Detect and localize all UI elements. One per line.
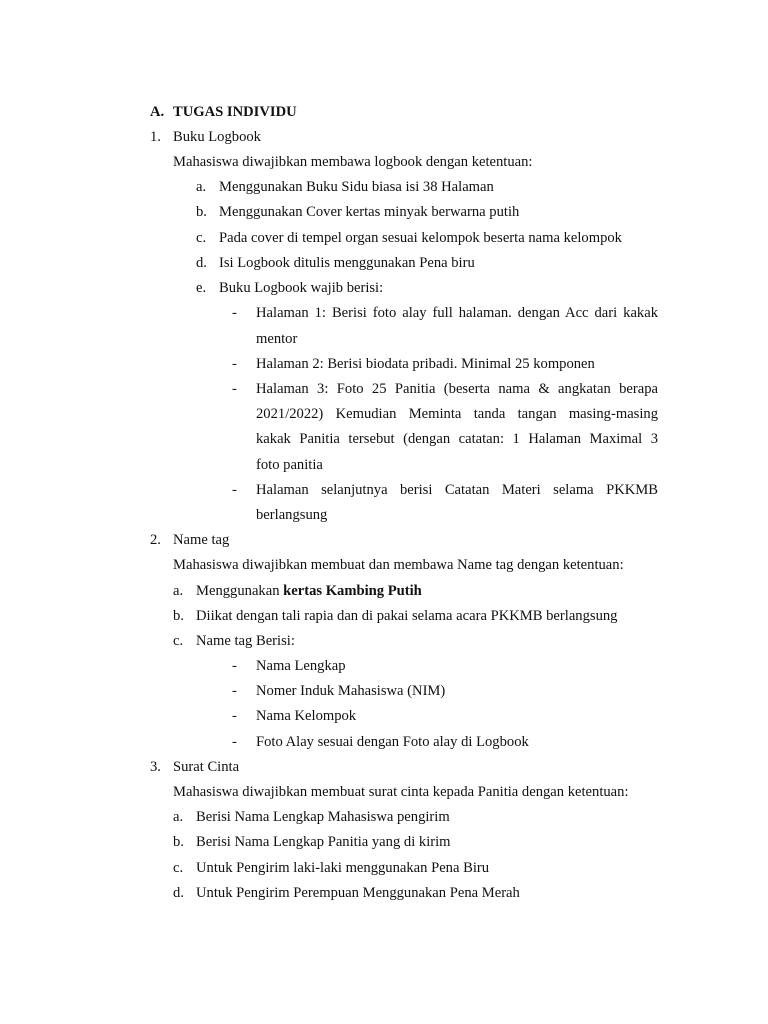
list-marker: a. — [196, 179, 207, 195]
dash-marker: - — [232, 381, 237, 397]
list-marker: a. — [173, 809, 184, 825]
list-marker: b. — [173, 608, 184, 624]
item-number: 3. — [150, 759, 161, 775]
list-item: Isi Logbook ditulis menggunakan Pena biru — [219, 255, 475, 271]
list-item-line: kakak Panitia tersebut (dengan catatan: 1 Halaman Maximal 3 — [256, 431, 658, 447]
list-item: Foto Alay sesuai dengan Foto alay di Logbook — [256, 734, 529, 750]
list-item: Diikat dengan tali rapia dan di pakai selama acara PKKMB berlangsung — [196, 608, 618, 624]
dash-marker: - — [232, 658, 237, 674]
list-item: Menggunakan Cover kertas minyak berwarna putih — [219, 204, 520, 220]
list-item: Nama Kelompok — [256, 708, 357, 724]
dash-marker: - — [232, 683, 237, 699]
list-marker: c. — [196, 230, 207, 246]
item-title: Buku Logbook — [173, 129, 261, 145]
dash-marker: - — [232, 305, 237, 321]
dash-marker: - — [232, 356, 237, 372]
list-marker: b. — [173, 834, 184, 850]
item-number: 2. — [150, 532, 161, 548]
item-intro: Mahasiswa diwajibkan membuat surat cinta kepada Panitia dengan ketentuan: — [173, 784, 629, 800]
list-marker: c. — [173, 633, 184, 649]
list-item-line: Halaman 3: Foto 25 Panitia (beserta nama & angkatan berapa — [256, 381, 658, 397]
dash-marker: - — [232, 708, 237, 724]
list-marker: c. — [173, 860, 184, 876]
list-marker: a. — [173, 583, 184, 599]
list-item: Berisi Nama Lengkap Panitia yang di kirim — [196, 834, 451, 850]
item-intro: Mahasiswa diwajibkan membawa logbook dengan ketentuan: — [173, 154, 533, 170]
list-item: Name tag Berisi: — [196, 633, 295, 649]
list-item-line: mentor — [256, 331, 298, 347]
list-item — [196, 582, 422, 600]
section-title: TUGAS INDIVIDU — [173, 104, 297, 120]
list-item: Menggunakan Buku Sidu biasa isi 38 Halaman — [219, 179, 494, 195]
list-marker: d. — [196, 255, 207, 271]
item-title: Surat Cinta — [173, 759, 240, 775]
list-item-line: berlangsung — [256, 507, 328, 523]
list-item: Berisi Nama Lengkap Mahasiswa pengirim — [196, 809, 450, 825]
list-item-line: Halaman selanjutnya berisi Catatan Materi selama PKKMB — [256, 482, 658, 498]
dash-marker: - — [232, 482, 237, 498]
item-number: 1. — [150, 129, 161, 145]
list-item-line: Halaman 1: Berisi foto alay full halaman. dengan Acc dari kakak — [256, 305, 658, 321]
emphasis-text: kertas Kambing Putih — [283, 583, 422, 599]
list-item-line: foto panitia — [256, 457, 323, 473]
list-item: Nama Lengkap — [256, 658, 346, 674]
item-intro: Mahasiswa diwajibkan membuat dan membawa Name tag dengan ketentuan: — [173, 557, 624, 573]
item-title: Name tag — [173, 532, 230, 548]
list-marker: d. — [173, 885, 184, 901]
list-item: Pada cover di tempel organ sesuai kelompok beserta nama kelompok — [219, 230, 622, 246]
dash-marker: - — [232, 734, 237, 750]
section-marker: A. — [150, 104, 165, 120]
list-item-line: Halaman 2: Berisi biodata pribadi. Minimal 25 komponen — [256, 356, 595, 372]
list-item-text: Menggunakan — [196, 583, 284, 599]
list-item: Buku Logbook wajib berisi: — [219, 280, 384, 296]
list-item: Nomer Induk Mahasiswa (NIM) — [256, 683, 446, 699]
list-marker: e. — [196, 280, 207, 296]
list-item: Untuk Pengirim Perempuan Menggunakan Pena Merah — [196, 885, 520, 901]
list-item: Untuk Pengirim laki-laki menggunakan Pena Biru — [196, 860, 490, 876]
list-marker: b. — [196, 204, 207, 220]
list-item-line: 2021/2022) Kemudian Meminta tanda tangan masing-masing — [256, 406, 658, 422]
